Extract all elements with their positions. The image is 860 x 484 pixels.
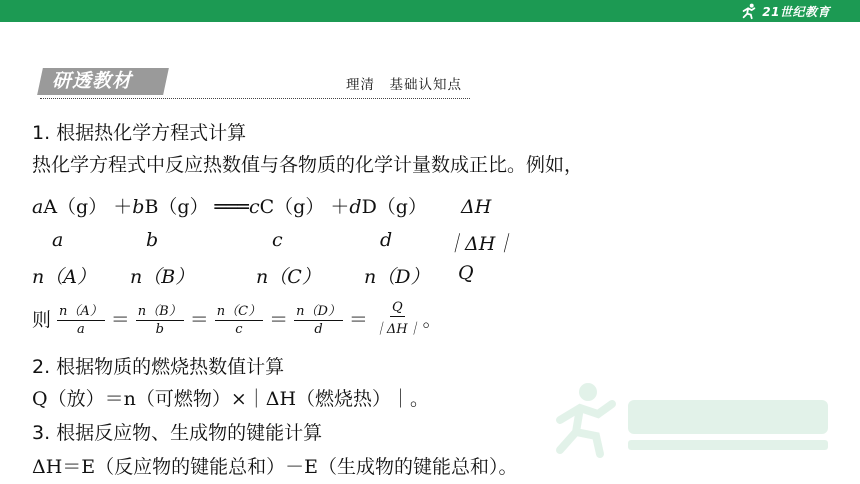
paragraph-1: 热化学方程式中反应热数值与各物质的化学计量数成正比。例如， [32,154,584,176]
row-n-b: n（B） [130,266,195,288]
fraction-num: n（D） [294,300,343,321]
fraction-den: d [314,322,323,337]
fraction-num: n（C） [215,300,263,321]
fraction-b [136,300,184,337]
reaction-arrow: ═══ [214,196,249,218]
species-d: D（g） [361,196,427,218]
equals-sign: ＝ [189,309,209,331]
fraction-den: c [235,322,243,337]
species-c: C（g） [259,196,325,218]
fraction-d [294,300,343,337]
coef-c: c [248,196,260,218]
brand-name: 21世纪教育 [762,4,830,19]
fraction-c [215,300,263,337]
heading-3: 3. 根据反应物、生成物的键能计算 [32,422,323,444]
row-coef-dh: ｜ΔH｜ [446,233,515,255]
coef-a: a [32,196,44,218]
section-divider [40,98,470,99]
ratio-end: 。 [422,309,442,331]
row-n-a: n（A） [32,266,96,288]
row-coef-d: d [380,229,393,251]
section-tab-label: 研透教材 [52,70,133,92]
watermark-logo [548,370,838,460]
equals-sign: ＝ [348,309,368,331]
row-coef-a: a [52,229,64,251]
coef-d: d [349,196,362,218]
row-coef-b: b [146,229,159,251]
formula-bond-energy: ΔH＝E（反应物的键能总和）－E（生成物的键能总和）。 [32,456,518,478]
heading-2: 2. 根据物质的燃烧热数值计算 [32,356,285,378]
row-n-c: n（C） [256,266,321,288]
section-subtitle: 理清 基础认知点 [346,77,462,93]
fraction-a [57,300,105,337]
ratio-formula [32,300,446,337]
equals-sign: ＝ [110,309,130,331]
equals-sign: ＝ [269,309,289,331]
fraction-num: n（B） [136,300,184,321]
plus-sign: ＋ [330,196,350,218]
fraction-den: ｜ΔH｜ [373,322,421,337]
fraction-den: a [77,322,85,337]
fraction-q [374,300,421,337]
row-n-q: Q [458,262,474,284]
row-coef-c: c [272,229,283,251]
coef-b: b [132,196,145,218]
plus-sign: ＋ [113,196,133,218]
row-n-d: n（D） [364,266,430,288]
runner-icon [740,2,758,20]
fraction-num: Q [391,300,403,315]
fraction-num: n（A） [57,300,105,321]
brand-logo [740,1,830,21]
thermochemical-equation [32,192,491,219]
species-a: A（g） [43,196,108,218]
enthalpy-symbol: ΔH [461,196,492,218]
top-bar [0,0,860,22]
formula-combustion: Q（放）＝n（可燃物）×｜ΔH（燃烧热）｜。 [32,388,430,410]
ratio-prefix: 则 [32,309,52,331]
species-b: B（g） [144,196,209,218]
heading-1: 1. 根据热化学方程式计算 [32,122,247,144]
fraction-den: b [155,322,164,337]
